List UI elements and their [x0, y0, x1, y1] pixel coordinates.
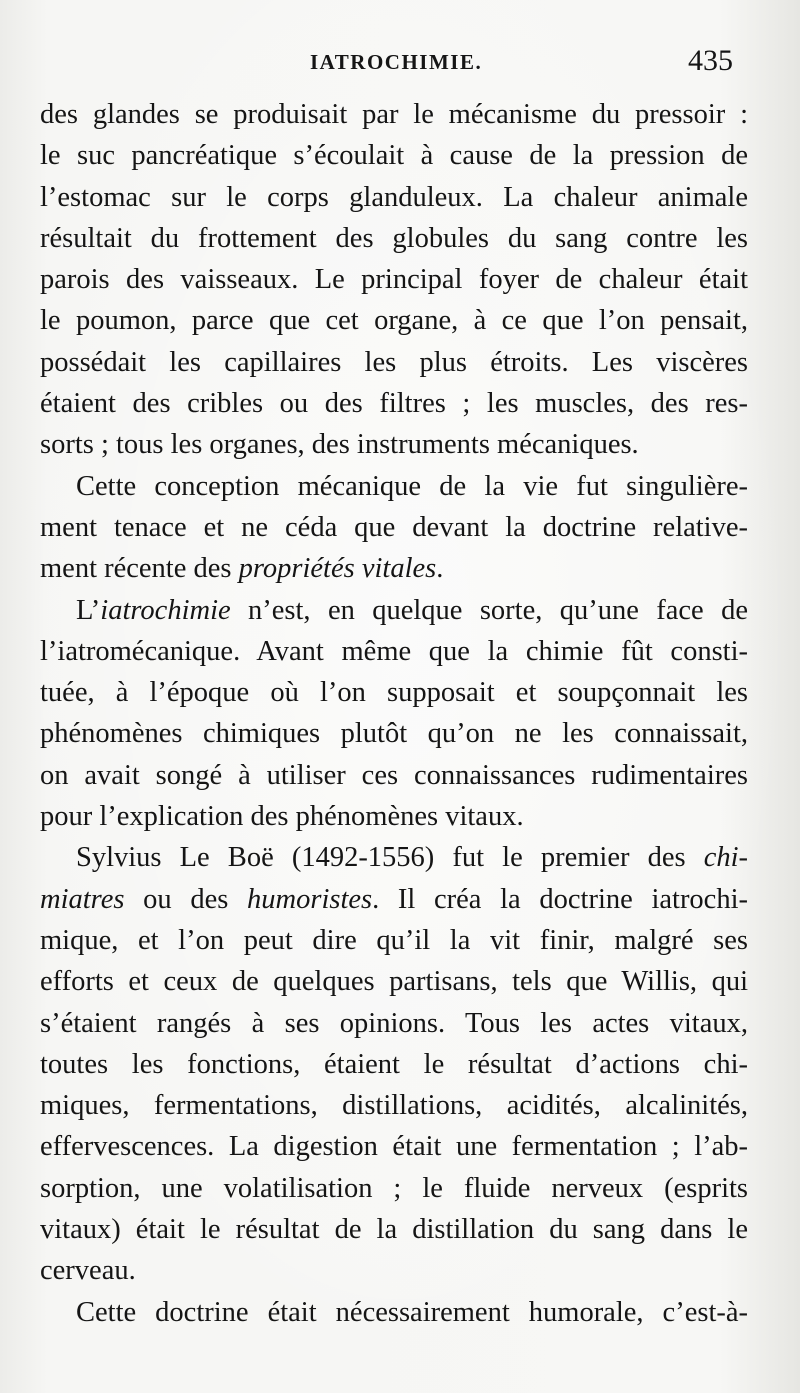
text-line: l’estomac sur le corps glanduleux. La chaleur animale — [40, 181, 748, 213]
text-line: possédait les capillaires les plus étroits. Les viscères — [40, 346, 748, 378]
text-line: le poumon, parce que cet organe, à ce que l’on pensait, — [40, 305, 748, 337]
page-number: 435 — [688, 44, 733, 77]
text-line — [40, 879, 748, 920]
text-line: l’iatromécanique. Avant même que la chimie fût consti- — [40, 635, 748, 667]
running-title: IATROCHIMIE. — [310, 50, 483, 74]
text-line: Cette doctrine était nécessairement humorale, c’est-à- — [76, 1296, 748, 1328]
text-line: étaient des cribles ou des filtres ; les muscles, des res- — [40, 388, 748, 420]
text-line: s’étaient rangés à ses opinions. Tous les actes vitaux, — [40, 1007, 748, 1039]
text-run: Sylvius Le Boë (1492-1556) fut le premier des — [76, 842, 704, 874]
text-line: pour l’explication des phénomènes vitaux. — [40, 801, 524, 833]
text-line: efforts et ceux de quelques partisans, tels que Willis, qui — [40, 966, 748, 998]
text-line: sorts ; tous les organes, des instruments mécaniques. — [40, 429, 639, 461]
italic-term: humoristes — [247, 883, 373, 915]
text-line: miques, fermentations, distillations, acidités, alcalinités, — [40, 1090, 748, 1122]
text-line: on avait songé à utiliser ces connaissances rudimentaires — [40, 759, 748, 791]
text-run: ment récente des — [40, 553, 239, 585]
text-line: parois des vaisseaux. Le principal foyer de chaleur était — [40, 264, 748, 296]
text-line: vitaux) était le résultat de la distillation du sang dans le — [40, 1214, 748, 1246]
text-line: des glandes se produisait par le mécanisme du pressoir : — [40, 99, 748, 130]
text-line: mique, et l’on peut dire qu’il la vit finir, malgré ses — [40, 924, 748, 956]
text-line — [40, 548, 748, 589]
text-line: ment tenace et ne céda que devant la doctrine relative- — [40, 511, 748, 543]
text-line: phénomènes chimiques plutôt qu’on ne les connaissait, — [40, 718, 748, 750]
text-run: ou des — [124, 883, 248, 915]
text-line: Cette conception mécanique de la vie fut singulière- — [76, 470, 748, 502]
text-line: sorption, une volatilisation ; le fluide nerveux (esprits — [40, 1172, 748, 1204]
italic-term: miatres — [40, 883, 125, 915]
running-header — [0, 44, 800, 84]
text-run: . — [436, 553, 444, 585]
italic-term: chi- — [703, 842, 748, 874]
text-line: tuée, à l’époque où l’on supposait et soupçonnait les — [40, 677, 748, 709]
body-text — [40, 94, 748, 1333]
text-line: cerveau. — [40, 1255, 136, 1287]
text-line: toutes les fonctions, étaient le résultat d’actions chi- — [40, 1048, 748, 1080]
text-run: L’ — [76, 594, 101, 626]
text-line: effervescences. La digestion était une fermentation ; l’ab- — [40, 1131, 748, 1163]
text-line — [40, 837, 748, 878]
italic-term: propriétés vitales — [238, 553, 437, 585]
italic-term: iatrochimie — [100, 594, 231, 626]
text-line — [40, 590, 748, 631]
text-run: . Il créa la doctrine iatrochi- — [372, 883, 748, 915]
text-run: n’est, en quelque sorte, qu’une face de — [230, 594, 748, 626]
text-line: le suc pancréatique s’écoulait à cause de la pression de — [40, 140, 748, 172]
text-line: résultait du frottement des globules du sang contre les — [40, 222, 748, 254]
